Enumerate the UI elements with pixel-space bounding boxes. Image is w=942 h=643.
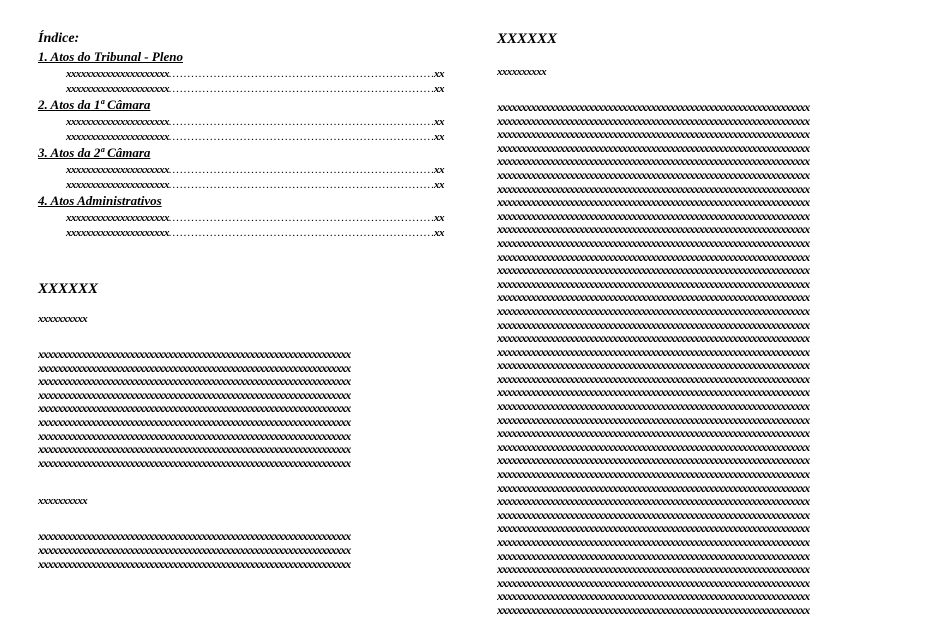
- section-subheading: xxxxxxxxxx: [38, 495, 88, 508]
- toc-entry-page: xx: [434, 83, 444, 95]
- toc-entry-page: xx: [434, 68, 444, 80]
- toc-entry[interactable]: [38, 114, 470, 129]
- paragraph-line: xxxxxxxxxxxxxxxxxxxxxxxxxxxxxxxxxxxxxxxxxxxxxxxxxxxxxxxxxxxxxxxxx: [497, 372, 810, 386]
- toc-entry-text: xxxxxxxxxxxxxxxxxxxxx: [66, 83, 169, 95]
- paragraph-line: xxxxxxxxxxxxxxxxxxxxxxxxxxxxxxxxxxxxxxxxxxxxxxxxxxxxxxxxxxxxxxxxx: [497, 264, 810, 278]
- body-paragraph: [38, 348, 470, 470]
- paragraph-line: xxxxxxxxxxxxxxxxxxxxxxxxxxxxxxxxxxxxxxxxxxxxxxxxxxxxxxxxxxxxxxxxx: [497, 454, 810, 468]
- toc-entry-text: xxxxxxxxxxxxxxxxxxxxx: [66, 179, 169, 191]
- paragraph-line: xxxxxxxxxxxxxxxxxxxxxxxxxxxxxxxxxxxxxxxxxxxxxxxxxxxxxxxxxxxxxxxxx: [497, 400, 810, 414]
- paragraph-line: xxxxxxxxxxxxxxxxxxxxxxxxxxxxxxxxxxxxxxxxxxxxxxxxxxxxxxxxxxxxxxxxx: [497, 590, 810, 604]
- paragraph-line: xxxxxxxxxxxxxxxxxxxxxxxxxxxxxxxxxxxxxxxxxxxxxxxxxxxxxxxxxxxxxxxxx: [497, 182, 810, 196]
- toc-section: [38, 144, 470, 192]
- paragraph-line: xxxxxxxxxxxxxxxxxxxxxxxxxxxxxxxxxxxxxxxxxxxxxxxxxxxxxxxxxxxxxxxxx: [497, 563, 810, 577]
- toc-leader-dots: [169, 116, 434, 129]
- paragraph-line: xxxxxxxxxxxxxxxxxxxxxxxxxxxxxxxxxxxxxxxxxxxxxxxxxxxxxxxxxxxxxxxxx: [497, 345, 810, 359]
- toc-entry[interactable]: [38, 162, 470, 177]
- paragraph-line: xxxxxxxxxxxxxxxxxxxxxxxxxxxxxxxxxxxxxxxxxxxxxxxxxxxxxxxxxxxxxxxxx: [38, 361, 351, 375]
- toc-leader-dots: [169, 131, 434, 144]
- paragraph-line: xxxxxxxxxxxxxxxxxxxxxxxxxxxxxxxxxxxxxxxxxxxxxxxxxxxxxxxxxxxxxxxxx: [38, 456, 351, 470]
- toc-leader-dots: [169, 68, 434, 81]
- paragraph-line: xxxxxxxxxxxxxxxxxxxxxxxxxxxxxxxxxxxxxxxxxxxxxxxxxxxxxxxxxxxxxxxxx: [497, 386, 810, 400]
- paragraph-line: xxxxxxxxxxxxxxxxxxxxxxxxxxxxxxxxxxxxxxxxxxxxxxxxxxxxxxxxxxxxxxxxx: [497, 549, 810, 563]
- toc-section: [38, 192, 470, 240]
- paragraph-line: xxxxxxxxxxxxxxxxxxxxxxxxxxxxxxxxxxxxxxxxxxxxxxxxxxxxxxxxxxxxxxxxx: [497, 223, 810, 237]
- toc-entry[interactable]: [38, 210, 470, 225]
- toc-entry-page: xx: [434, 227, 444, 239]
- toc-entry[interactable]: [38, 129, 470, 144]
- paragraph-line: xxxxxxxxxxxxxxxxxxxxxxxxxxxxxxxxxxxxxxxxxxxxxxxxxxxxxxxxxxxxxxxxx: [497, 481, 810, 495]
- toc-entry-page: xx: [434, 131, 444, 143]
- toc-entry-page: xx: [434, 116, 444, 128]
- paragraph-line: xxxxxxxxxxxxxxxxxxxxxxxxxxxxxxxxxxxxxxxxxxxxxxxxxxxxxxxxxxxxxxxxx: [497, 209, 810, 223]
- paragraph-line: xxxxxxxxxxxxxxxxxxxxxxxxxxxxxxxxxxxxxxxxxxxxxxxxxxxxxxxxxxxxxxxxx: [497, 603, 810, 617]
- paragraph-line: xxxxxxxxxxxxxxxxxxxxxxxxxxxxxxxxxxxxxxxxxxxxxxxxxxxxxxxxxxxxxxxxx: [497, 576, 810, 590]
- paragraph-line: xxxxxxxxxxxxxxxxxxxxxxxxxxxxxxxxxxxxxxxxxxxxxxxxxxxxxxxxxxxxxxxxx: [497, 359, 810, 373]
- paragraph-line: xxxxxxxxxxxxxxxxxxxxxxxxxxxxxxxxxxxxxxxxxxxxxxxxxxxxxxxxxxxxxxxxx: [497, 318, 810, 332]
- toc-leader-dots: [169, 212, 434, 225]
- section-heading: XXXXXX: [38, 281, 99, 297]
- toc-section: [38, 48, 470, 96]
- paragraph-line: xxxxxxxxxxxxxxxxxxxxxxxxxxxxxxxxxxxxxxxxxxxxxxxxxxxxxxxxxxxxxxxxx: [497, 413, 810, 427]
- toc-section-title[interactable]: 4. Atos Administrativos: [38, 193, 162, 208]
- paragraph-line: xxxxxxxxxxxxxxxxxxxxxxxxxxxxxxxxxxxxxxxxxxxxxxxxxxxxxxxxxxxxxxxxx: [497, 141, 810, 155]
- toc-leader-dots: [169, 227, 434, 240]
- toc-entry-text: xxxxxxxxxxxxxxxxxxxxx: [66, 68, 169, 80]
- toc-entry-text: xxxxxxxxxxxxxxxxxxxxx: [66, 116, 169, 128]
- paragraph-line: xxxxxxxxxxxxxxxxxxxxxxxxxxxxxxxxxxxxxxxxxxxxxxxxxxxxxxxxxxxxxxxxx: [38, 348, 351, 361]
- paragraph-line: xxxxxxxxxxxxxxxxxxxxxxxxxxxxxxxxxxxxxxxxxxxxxxxxxxxxxxxxxxxxxxxxx: [38, 443, 351, 457]
- paragraph-line: xxxxxxxxxxxxxxxxxxxxxxxxxxxxxxxxxxxxxxxxxxxxxxxxxxxxxxxxxxxxxxxxx: [497, 495, 810, 509]
- toc-entry-text: xxxxxxxxxxxxxxxxxxxxx: [66, 212, 169, 224]
- paragraph-line: xxxxxxxxxxxxxxxxxxxxxxxxxxxxxxxxxxxxxxxxxxxxxxxxxxxxxxxxxxxxxxxxx: [497, 155, 810, 169]
- paragraph-line: xxxxxxxxxxxxxxxxxxxxxxxxxxxxxxxxxxxxxxxxxxxxxxxxxxxxxxxxxxxxxxxxx: [497, 277, 810, 291]
- paragraph-line: xxxxxxxxxxxxxxxxxxxxxxxxxxxxxxxxxxxxxxxxxxxxxxxxxxxxxxxxxxxxxxxxx: [497, 250, 810, 264]
- body-paragraph: [497, 101, 925, 618]
- body-paragraph: [38, 530, 470, 571]
- toc-leader-dots: [169, 83, 434, 96]
- paragraph-line: xxxxxxxxxxxxxxxxxxxxxxxxxxxxxxxxxxxxxxxxxxxxxxxxxxxxxxxxxxxxxxxxx: [497, 101, 810, 114]
- toc-entry[interactable]: [38, 177, 470, 192]
- section-subheading: xxxxxxxxxx: [497, 66, 547, 78]
- toc-entry-text: xxxxxxxxxxxxxxxxxxxxx: [66, 227, 169, 239]
- paragraph-line: xxxxxxxxxxxxxxxxxxxxxxxxxxxxxxxxxxxxxxxxxxxxxxxxxxxxxxxxxxxxxxxxx: [497, 236, 810, 250]
- paragraph-line: xxxxxxxxxxxxxxxxxxxxxxxxxxxxxxxxxxxxxxxxxxxxxxxxxxxxxxxxxxxxxxxxx: [38, 543, 351, 557]
- paragraph-line: xxxxxxxxxxxxxxxxxxxxxxxxxxxxxxxxxxxxxxxxxxxxxxxxxxxxxxxxxxxxxxxxx: [38, 415, 351, 429]
- paragraph-line: xxxxxxxxxxxxxxxxxxxxxxxxxxxxxxxxxxxxxxxxxxxxxxxxxxxxxxxxxxxxxxxxx: [497, 114, 810, 128]
- toc-section-title[interactable]: 2. Atos da 1ª Câmara: [38, 97, 151, 112]
- paragraph-line: xxxxxxxxxxxxxxxxxxxxxxxxxxxxxxxxxxxxxxxxxxxxxxxxxxxxxxxxxxxxxxxxx: [497, 522, 810, 536]
- toc-entry[interactable]: [38, 81, 470, 96]
- toc-section-title[interactable]: 3. Atos da 2ª Câmara: [38, 145, 151, 160]
- paragraph-line: xxxxxxxxxxxxxxxxxxxxxxxxxxxxxxxxxxxxxxxxxxxxxxxxxxxxxxxxxxxxxxxxx: [497, 536, 810, 549]
- paragraph-line: xxxxxxxxxxxxxxxxxxxxxxxxxxxxxxxxxxxxxxxxxxxxxxxxxxxxxxxxxxxxxxxxx: [497, 468, 810, 482]
- toc-section-title[interactable]: 1. Atos do Tribunal - Pleno: [38, 49, 183, 64]
- paragraph-line: xxxxxxxxxxxxxxxxxxxxxxxxxxxxxxxxxxxxxxxxxxxxxxxxxxxxxxxxxxxxxxxxx: [497, 196, 810, 210]
- toc-entry-text: xxxxxxxxxxxxxxxxxxxxx: [66, 164, 169, 176]
- toc-entry[interactable]: [38, 66, 470, 81]
- toc-leader-dots: [169, 179, 434, 192]
- paragraph-line: xxxxxxxxxxxxxxxxxxxxxxxxxxxxxxxxxxxxxxxxxxxxxxxxxxxxxxxxxxxxxxxxx: [38, 375, 351, 389]
- toc-leader-dots: [169, 164, 434, 177]
- paragraph-line: xxxxxxxxxxxxxxxxxxxxxxxxxxxxxxxxxxxxxxxxxxxxxxxxxxxxxxxxxxxxxxxxx: [497, 427, 810, 441]
- paragraph-line: xxxxxxxxxxxxxxxxxxxxxxxxxxxxxxxxxxxxxxxxxxxxxxxxxxxxxxxxxxxxxxxxx: [497, 128, 810, 142]
- paragraph-line: xxxxxxxxxxxxxxxxxxxxxxxxxxxxxxxxxxxxxxxxxxxxxxxxxxxxxxxxxxxxxxxxx: [497, 440, 810, 454]
- paragraph-line: xxxxxxxxxxxxxxxxxxxxxxxxxxxxxxxxxxxxxxxxxxxxxxxxxxxxxxxxxxxxxxxxx: [497, 332, 810, 346]
- paragraph-line: xxxxxxxxxxxxxxxxxxxxxxxxxxxxxxxxxxxxxxxxxxxxxxxxxxxxxxxxxxxxxxxxx: [38, 402, 351, 416]
- section-subheading: xxxxxxxxxx: [38, 313, 88, 325]
- toc-entry-page: xx: [434, 164, 444, 176]
- toc-entry-text: xxxxxxxxxxxxxxxxxxxxx: [66, 131, 169, 143]
- paragraph-line: xxxxxxxxxxxxxxxxxxxxxxxxxxxxxxxxxxxxxxxxxxxxxxxxxxxxxxxxxxxxxxxxx: [38, 429, 351, 443]
- toc-entry[interactable]: [38, 225, 470, 240]
- section-heading: XXXXXX: [497, 31, 558, 47]
- toc-entry-page: xx: [434, 179, 444, 191]
- paragraph-line: xxxxxxxxxxxxxxxxxxxxxxxxxxxxxxxxxxxxxxxxxxxxxxxxxxxxxxxxxxxxxxxxx: [38, 388, 351, 402]
- paragraph-line: xxxxxxxxxxxxxxxxxxxxxxxxxxxxxxxxxxxxxxxxxxxxxxxxxxxxxxxxxxxxxxxxx: [38, 530, 351, 544]
- toc-entry-page: xx: [434, 212, 444, 224]
- paragraph-line: xxxxxxxxxxxxxxxxxxxxxxxxxxxxxxxxxxxxxxxxxxxxxxxxxxxxxxxxxxxxxxxxx: [497, 291, 810, 305]
- paragraph-line: xxxxxxxxxxxxxxxxxxxxxxxxxxxxxxxxxxxxxxxxxxxxxxxxxxxxxxxxxxxxxxxxx: [497, 168, 810, 182]
- index-title: Índice:: [38, 31, 80, 46]
- paragraph-line: xxxxxxxxxxxxxxxxxxxxxxxxxxxxxxxxxxxxxxxxxxxxxxxxxxxxxxxxxxxxxxxxx: [38, 557, 351, 571]
- paragraph-line: xxxxxxxxxxxxxxxxxxxxxxxxxxxxxxxxxxxxxxxxxxxxxxxxxxxxxxxxxxxxxxxxx: [497, 304, 810, 318]
- paragraph-line: xxxxxxxxxxxxxxxxxxxxxxxxxxxxxxxxxxxxxxxxxxxxxxxxxxxxxxxxxxxxxxxxx: [497, 508, 810, 522]
- right-column: [497, 30, 925, 618]
- toc-section: [38, 96, 470, 144]
- left-column: [38, 30, 470, 571]
